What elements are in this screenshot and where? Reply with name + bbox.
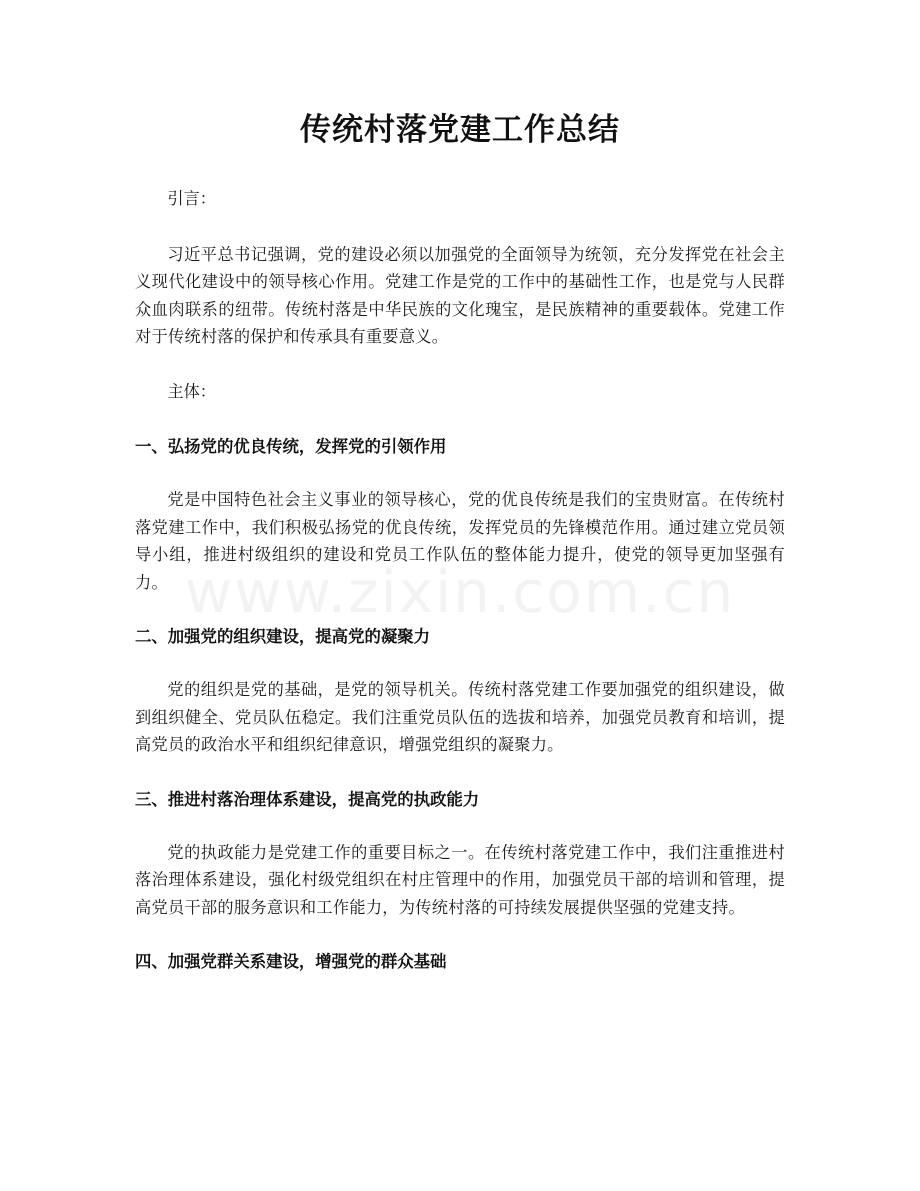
intro-paragraph: 习近平总书记强调，党的建设必须以加强党的全面领导为统领，充分发挥党在社会主义现代化建设中的领导核心作用。党建工作是党的工作中的基础性工作，也是党与人民群众血肉联系的纽带。传统村落是中华民族的文化瑰宝，是民族精神的重要载体。党建工作对于传统村落的保护和传承具有重要意义。 xyxy=(135,244,785,346)
section-heading-4: 四、加强党群关系建设，增强党的群众基础 xyxy=(135,952,447,971)
watermark: www.zixin.com.cn xyxy=(184,558,736,626)
section-heading-1: 一、弘扬党的优良传统，发挥党的引领作用 xyxy=(135,437,447,456)
body-label: 主体： xyxy=(167,381,216,401)
section-paragraph-3: 党的执政能力是党建工作的重要目标之一。在传统村落党建工作中，我们注重推进村落治理体系建设，强化村级党组织在村庄管理中的作用，加强党员干部的培训和管理，提高党员干部的服务意识和工作能力，为传统村落的可持续发展提供坚强的党建支持。 xyxy=(135,842,785,917)
document-title: 传统村落党建工作总结 xyxy=(300,112,620,148)
section-heading-3: 三、推进村落治理体系建设，提高党的执政能力 xyxy=(135,789,480,809)
document-content xyxy=(135,108,785,1001)
section-paragraph-1: 党是中国特色社会主义事业的领导核心，党的优良传统是我们的宝贵财富。在传统村落党建工作中，我们积极弘扬党的优良传统，发挥党员的先锋模范作用。通过建立党员领导小组，推进村级组织的建设和党员工作队伍的整体能力提升，使党的领导更加坚强有力。 xyxy=(135,490,785,592)
intro-label: 引言： xyxy=(167,189,216,208)
section-paragraph-2: 党的组织是党的基础，是党的领导机关。传统村落党建工作要加强党的组织建设，做到组织健全、党员队伍稳定。我们注重党员队伍的选拔和培养，加强党员教育和培训，提高党员的政治水平和组织纪律意识，增强党组织的凝聚力。 xyxy=(135,680,785,754)
section-heading-2: 二、加强党的组织建设，提高党的凝聚力 xyxy=(135,627,431,646)
